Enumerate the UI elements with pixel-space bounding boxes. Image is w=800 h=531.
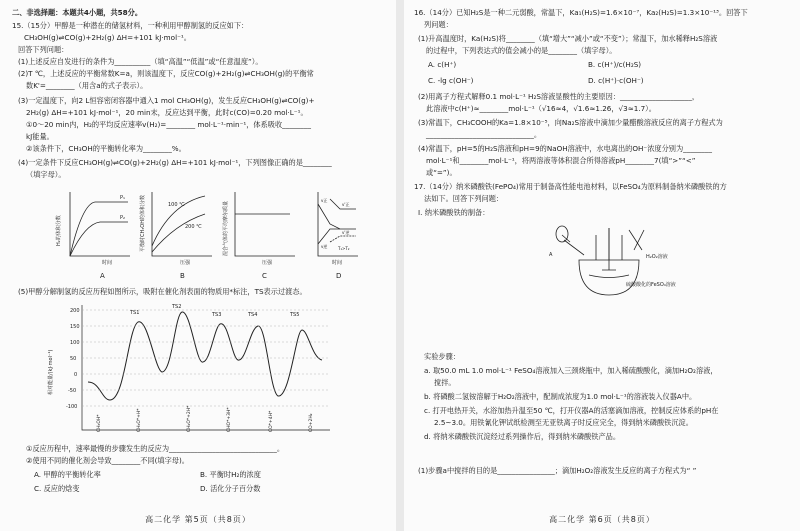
q15-tail: ②使用不同的催化剂会导致________不同(填字母)。 bbox=[26, 456, 189, 465]
graph-d-letter: D bbox=[336, 272, 342, 280]
q16-line: 或“=”)。 bbox=[426, 168, 457, 177]
page-right bbox=[404, 0, 800, 531]
q15-line: 2H₂(g) ΔH=+101 kJ·mol⁻¹，20 min末，反应达到平衡，此时c(CO)=0.20 mol·L⁻¹。 bbox=[26, 108, 308, 117]
steps-heading: 实验步骤： bbox=[424, 352, 460, 361]
graph-a-curve-p2 bbox=[70, 222, 128, 256]
dropping-funnel bbox=[562, 235, 584, 255]
q17-line: 法如下。回答下列问题： bbox=[424, 194, 504, 203]
ytick: 150 bbox=[70, 324, 80, 330]
graph-a-xlabel: 时间 bbox=[102, 260, 113, 266]
q16-line: (4)常温下，pH=5的H₂S溶液和pH=9的NaOH溶液中，水电离出的OH⁻浓度分别为________ bbox=[418, 144, 712, 153]
apparatus-diagram bbox=[534, 220, 684, 300]
graph-d-xlabel: 时间 bbox=[332, 260, 343, 266]
graph-a-p2: P₂ bbox=[120, 215, 126, 221]
q15-line: （填字母）。 bbox=[26, 170, 66, 179]
species: CH₂O*+2H* bbox=[187, 405, 192, 432]
q16-line: mol·L⁻¹和________mol·L⁻¹，将两溶液等体积混合所得溶液pH________7(填“>”“<” bbox=[426, 156, 696, 165]
funnel-bulb bbox=[556, 226, 568, 242]
energy-axes bbox=[82, 305, 330, 430]
graph-c-letter: C bbox=[262, 272, 267, 280]
q15-tail: ①反应历程中，速率最慢的步骤发生的反应为______________________________。 bbox=[26, 444, 285, 453]
q15-line: 15.（15分）甲醇是一种潜在的储氢材料，一种利用甲醇制氢的反应如下： bbox=[12, 21, 249, 30]
energy-profile-chart bbox=[40, 300, 340, 440]
graph-a-p1: P₁ bbox=[120, 195, 126, 201]
q15-line: ②该条件下，CH₃OH的平衡转化率为________%。 bbox=[26, 144, 186, 153]
liquid-surface bbox=[589, 275, 629, 278]
graph-c-axes bbox=[235, 192, 295, 256]
ytick: 100 bbox=[70, 340, 80, 346]
graph-d-curve-1 bbox=[318, 204, 356, 229]
q15-line: ①0～20 min内，H₂的平均反应速率v(H₂)=________ mol·L⁻¹·min⁻¹，体系吸收________ bbox=[26, 120, 311, 129]
q15-line: (2)T ℃，上述反应的平衡常数K=a，则该温度下，反应CO(g)+2H₂(g)⇌CH₃OH(g)的平衡常 bbox=[18, 69, 314, 78]
label-solution: 硫酸酸化的FeSO₄溶液 bbox=[626, 282, 676, 288]
species: CHO*+3H* bbox=[227, 407, 232, 432]
label-h2o2: H₂O₂溶液 bbox=[646, 254, 668, 260]
q16-option-a: A. c(H⁺) bbox=[428, 60, 457, 69]
q16-option-d: D. c(H⁺)·c(OH⁻) bbox=[588, 76, 644, 85]
ytick: -50 bbox=[68, 388, 77, 394]
graph-a-letter: A bbox=[100, 272, 105, 280]
ts2-label: TS2 bbox=[172, 304, 182, 310]
step-line: d. 将纳米磷酸铁沉淀经过系列操作后，得到纳米磷酸铁产品。 bbox=[424, 432, 621, 441]
energy-curve bbox=[88, 312, 322, 400]
graph-a-curve-p1 bbox=[70, 202, 128, 256]
step-line: c. 打开电热开关，水浴加热升温至50 ℃，打开仪器A的活塞滴加溶液，控制反应体系的pH在 bbox=[424, 406, 719, 415]
ts1-label: TS1 bbox=[130, 310, 140, 316]
q16-line: 列问题： bbox=[424, 20, 453, 29]
species: CO*+4H* bbox=[269, 410, 274, 432]
q16-line: (3)常温下，CH₃COOH的Ka=1.8×10⁻⁵，向Na₂S溶液中滴加少量醋酸溶液反应的离子方程式为 bbox=[418, 118, 723, 127]
graph-b-letter: B bbox=[180, 272, 185, 280]
graph-d-curve-2 bbox=[318, 229, 340, 244]
graph-d-v4: v'逆 bbox=[342, 230, 350, 235]
ytick: -100 bbox=[66, 404, 78, 410]
ytick: 0 bbox=[74, 372, 78, 378]
graph-d-v2: v逆 bbox=[321, 244, 328, 249]
graph-a-ylabel: H₂的体积分数 bbox=[56, 215, 62, 246]
q16-option-c: C. -lg c(OH⁻) bbox=[428, 76, 474, 85]
q15-line: kJ能量。 bbox=[26, 132, 54, 141]
q15-line: (3)一定温度下，向2 L恒容密闭容器中通入1 mol CH₃OH(g)，发生反应CH₃OH(g)⇌CO(g)+ bbox=[18, 96, 315, 105]
graph-d-v3: v'正 bbox=[342, 202, 350, 207]
q16-line: ______________________________。 bbox=[426, 130, 542, 139]
q16-option-b: B. c(H⁺)/c(H₂S) bbox=[588, 60, 642, 69]
q15-5-line: (5)甲醇分解制氢的反应历程如图所示，吸附在催化剂表面的物质用*标注，TS表示过渡态。 bbox=[18, 287, 307, 296]
option-a: A. 甲醇的平衡转化率 bbox=[34, 470, 101, 479]
graph-d-v1: v正 bbox=[321, 198, 328, 203]
q17-line: 17.（14分）纳米磷酸铁(FePO₄)常用于制备高性能电池材料，以FeSO₄为原料制备纳米磷酸铁的方 bbox=[414, 182, 727, 191]
graph-d-t: T₁>T₂ bbox=[338, 246, 350, 251]
step-line: 搅拌。 bbox=[434, 378, 456, 387]
option-d: D. 活化分子百分数 bbox=[200, 484, 261, 493]
q16-line: 此溶液中c(H⁺)≈________mol·L⁻¹（√16≈4，√1.6≈1.26，√3≈1.7）。 bbox=[426, 104, 656, 113]
graph-c-ylabel: 混合气体的平均摩尔质量 bbox=[223, 200, 229, 256]
ts5-label: TS5 bbox=[290, 312, 300, 318]
q15-line: (1)上述反应自发进行的条件为__________（填“高温”“低温”或“任意温度”）。 bbox=[18, 57, 263, 66]
graph-b-ylabel: 平衡时CH₃OH的体积分数 bbox=[140, 195, 146, 252]
footer-left: 高二化学 第5页（共8页） bbox=[145, 515, 251, 524]
graph-d-curve-4 bbox=[330, 236, 356, 242]
stirrer bbox=[602, 228, 616, 270]
q17-1-line: (1)步骤a中搅拌的目的是________________；滴加H₂O₂溶液发生反应的离子方程式为“ ” bbox=[418, 466, 697, 475]
page-left bbox=[0, 0, 396, 531]
energy-ylabel: 相对能量/(kJ·mol⁻¹) bbox=[48, 349, 54, 395]
ytick: 200 bbox=[70, 308, 80, 314]
graph-b-100: 100 ℃ bbox=[168, 202, 185, 208]
ts3-label: TS3 bbox=[212, 312, 222, 318]
graphs-abcd bbox=[40, 184, 360, 284]
option-c: C. 反应的焓变 bbox=[34, 484, 80, 493]
graph-b-xlabel: 压强 bbox=[180, 260, 191, 266]
ytick: 50 bbox=[70, 356, 77, 362]
species: CH₃OH* bbox=[97, 414, 102, 432]
species: CH₃O*+H* bbox=[137, 408, 142, 432]
step-line: a. 取50.0 mL 1.0 mol·L⁻¹ FeSO₄溶液加入三颈烧瓶中，加入稀硫酸酸化，滴加H₂O₂溶液， bbox=[424, 366, 718, 375]
q16-line: 的过程中，下列表达式的值会减小的是________（填字母）。 bbox=[426, 46, 617, 55]
label-a: A bbox=[549, 252, 553, 258]
q16-line: (2)用离子方程式解释0.1 mol·L⁻¹ H₂S溶液显酸性的主要原因：____________________， bbox=[418, 92, 700, 101]
section-heading: 二、非选择题：本题共4小题，共58分。 bbox=[12, 8, 143, 17]
step-line: 2.5~3.0。用铁氰化钾试纸检测至无亚铁离子时反应完全，得到纳米磷酸铁沉淀。 bbox=[434, 418, 693, 427]
step-line: b. 将磷酸二氢铵溶解于H₂O₂溶液中，配制成浓度为1.0 mol·L⁻¹的溶液装入仪器A中。 bbox=[424, 392, 697, 401]
q16-line: 16.（14分）已知H₂S是一种二元弱酸，常温下，Ka₁(H₂S)=1.6×10⁻⁷，Ka₂(H₂S)=1.3×10⁻¹³。回答下 bbox=[414, 8, 748, 17]
q17-line: Ⅰ. 纳米磷酸铁的制备： bbox=[418, 208, 490, 217]
q15-line: 数K'=________（用含a的式子表示）。 bbox=[26, 81, 148, 90]
graph-b-200: 200 ℃ bbox=[185, 224, 202, 230]
q15-line: 回答下列问题： bbox=[18, 45, 69, 54]
footer-right: 高二化学 第6页（共8页） bbox=[549, 515, 655, 524]
q15-line: (4)一定条件下反应CH₃OH(g)⇌CO(g)+2H₂(g) ΔH=+101 kJ·mol⁻¹，下列图像正确的是________ bbox=[18, 158, 332, 167]
ts4-label: TS4 bbox=[248, 312, 258, 318]
graph-b-curve-200 bbox=[152, 214, 205, 252]
q15-line: CH₃OH(g)⇌CO(g)+2H₂(g) ΔH=+101 kJ·mol⁻¹。 bbox=[24, 33, 191, 42]
species: CO+2H₂ bbox=[309, 413, 314, 432]
option-b: B. 平衡时H₂的浓度 bbox=[200, 470, 261, 479]
thermometer bbox=[629, 230, 644, 250]
q16-line: (1)升高温度时，Ka(H₂S)将________（填“增大”“减小”或“不变”）；常温下，加水稀释H₂S溶液 bbox=[418, 34, 718, 43]
graph-c-xlabel: 压强 bbox=[262, 260, 273, 266]
